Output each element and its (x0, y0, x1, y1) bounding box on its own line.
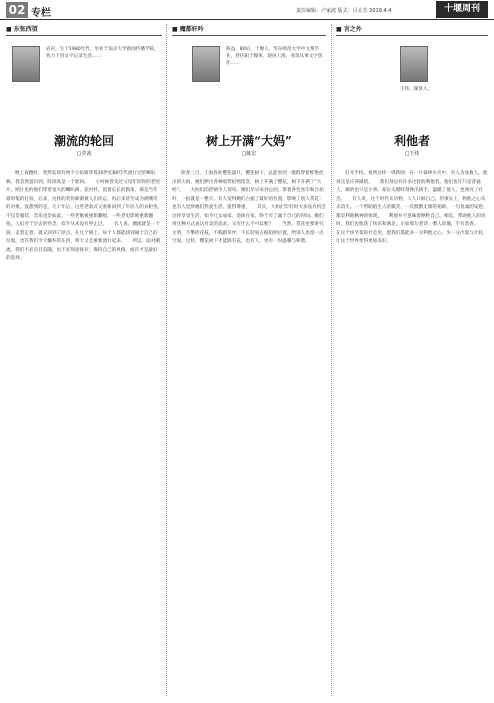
author-bio: 陈益，80后，十堰人，华东师范大学中文系毕业，曾任职于媒体，现居上海，业余从事文字创作…… (226, 47, 323, 67)
column-divider (331, 24, 332, 696)
page-number: 02 (6, 2, 28, 18)
article-column-1 (6, 24, 170, 696)
article-byline: □陈宏 (241, 151, 257, 157)
article-column-3 (336, 24, 488, 696)
column-divider (166, 24, 167, 696)
editor-line: 责任编辑：卢家波 版式：吕太芳 2019.4.4 (296, 8, 392, 14)
author-bio: 岩岩，生于1980年代，毕业于南京大学新闻传播学院，致力于用文字记录生活…… (46, 47, 159, 60)
section-name: 专栏 (31, 8, 51, 19)
article-header (336, 132, 488, 157)
article-byline: □莹茜 (76, 151, 92, 157)
author-photo (12, 46, 40, 82)
article-header (172, 132, 326, 157)
newspaper-logo: 十堰周刊 (436, 1, 488, 18)
author-photo (192, 46, 220, 82)
author-tag: ■ 言之外 (336, 24, 488, 36)
author-tag: ■ 魔都轩吟 (172, 24, 326, 36)
article-title: 利他者 (393, 134, 430, 148)
article-body: 晚上夜跑时，突然发现有两个小姑娘穿着20世纪80年代流行过的喇叭裤。我忽然意识到，时尚真是一个轮回。 小时候曾见过父母年轻时的老照片，照片里的他们穿着宽大的喇叭裤、花衬衫，留着长长的鬓角，那是当年最时髦的打扮。后来，这样的装扮渐渐被人们淡忘，再后来甚至成为被嘲笑的对象。没想到的是，几十年后，这些老款式又重新回到了年轻人的衣柜里。 不仅是服装，音乐也是如此。一些老歌被重新翻唱，一些老电影被重新翻拍。人们对于过去的怀念，似乎从来没有停止过。 有人说，潮流就是一个圆，走着走着，就又回到了原点。在这个圆上，每个人都能找到属于自己的位置。也许我们今天嫌弃的东西，明天又会重新流行起来。 所以，面对潮流，我们不必盲目追随，也不必刻意排斥。保持自己的风格，或许才是最好的选择。 (6, 171, 170, 261)
article-body: 阳春三月，上海各处樱花盛开。樱花树下，总能看到一群群穿着鲜艳丝巾的大妈，她们摆出各种姿势拍照留念，树上开满了樱花，树下开满了“大妈”。 大妈们的热情令人惊叹。她们早早来到公园，带着各色丝巾和自拍杆，一拍就是一整天。有人觉得她们占据了最好的位置，影响了别人赏花；也有人觉得她们热爱生活，值得尊重。 其实，大妈们年轻时大多没有机会这样享受生活，如今儿女成家，退休在家，终于有了属于自己的时间。她们用这种方式表达对美的追求，又有什么不可以呢？ 当然，赏花也要讲究文明，不攀折花枝，不践踏草坪，不长时间占据拍照位置，给别人也留一点空间。这样，樱花树下才能既有花，也有人，更有一份温馨与和谐。 (172, 171, 326, 244)
author-photo (400, 46, 428, 82)
page-header (0, 0, 494, 20)
article-byline: □王炜 (404, 151, 420, 157)
article-header (6, 132, 162, 157)
author-tag: ■ 东张西望 (6, 24, 162, 36)
article-title: 潮流的轮回 (53, 134, 114, 148)
article-title: 树上开满“大妈” (206, 134, 292, 148)
article-column-2 (172, 24, 326, 696)
author-bio: 王炜，媒体人。 (399, 87, 433, 92)
article-body: 打开手机，看到这样一则新闻：在一片森林火灾中，有人舍身救人，他说这是应该做的。 我们身边有许多这样的利他者。他们也许只是普通人，做的也只是小事，却在关键时刻伸出援手，温暖了他人，也照亮了社会。 有人说，这个时代太功利，人人只顾自己。但事实上，利他之心从未消失。一个帮助陌生人的微笑，一次默默无闻的捐助，一句真诚的安慰，都是利他精神的体现。 利他并不意味着牺牲自己。相反，帮助他人的同时，我们也收获了快乐和满足。正如那句老话：赠人玫瑰，手有余香。 在这个快节奏的社会里，愿我们都能多一分利他之心，少一分冷漠与计较，让这个世界变得更加美好。 (336, 171, 488, 244)
